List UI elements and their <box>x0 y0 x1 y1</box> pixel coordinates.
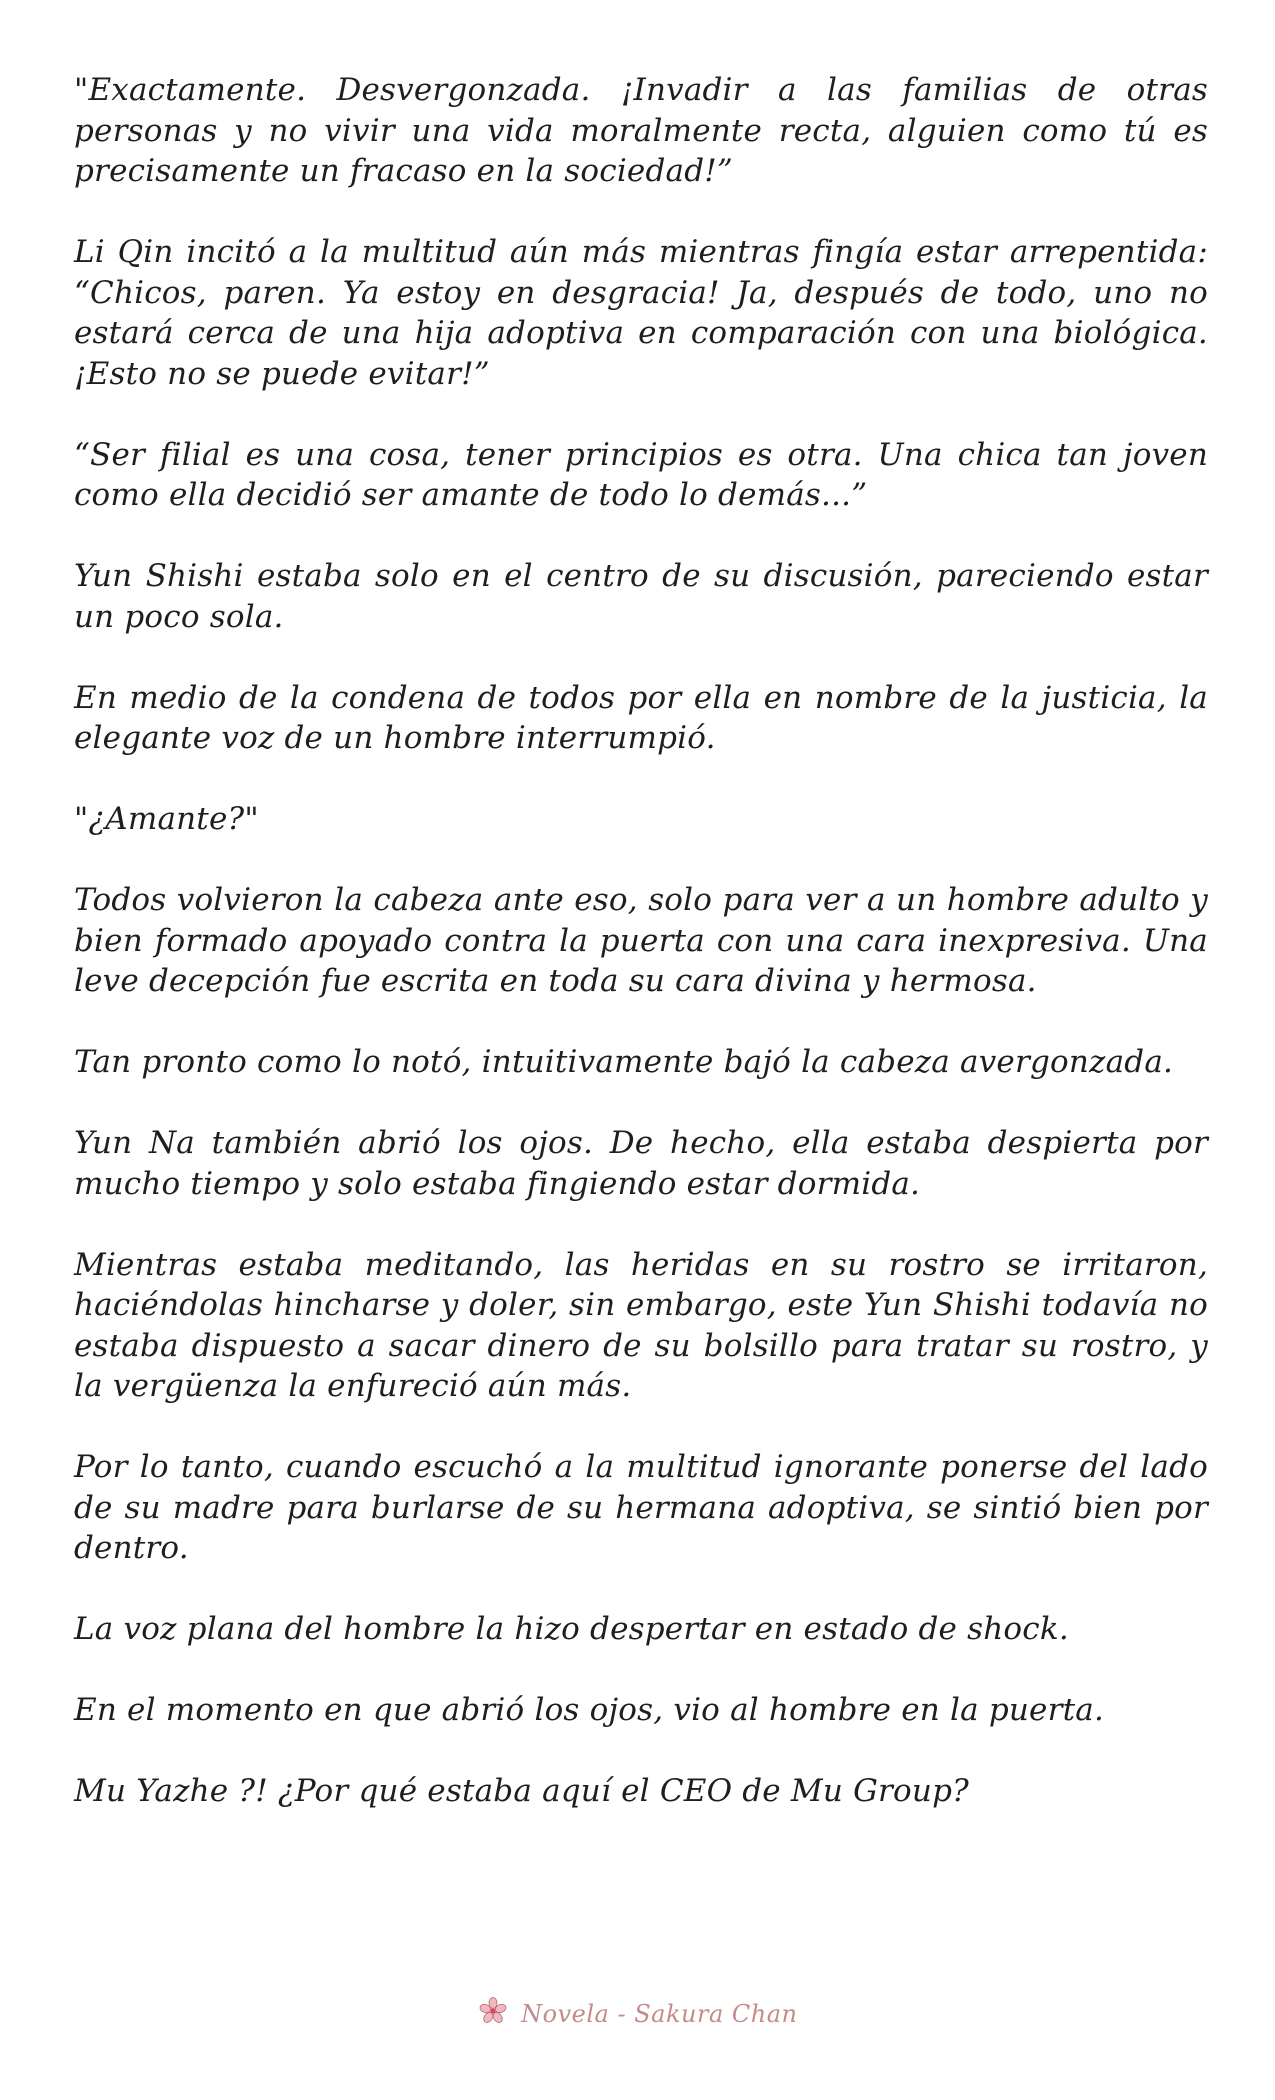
paragraph: Todos volvieron la cabeza ante eso, solo para ver a un hombre adulto y bien formado apoyado contra la puerta con una cara inexpresiva. Una leve decepción fue escrita en toda su cara divina y hermosa. <box>74 882 1208 999</box>
watermark <box>0 1996 1275 2032</box>
sakura-flower-icon <box>478 1996 508 2032</box>
paragraph: Tan pronto como lo notó, intuitivamente bajó la cabeza avergonzada. <box>74 1044 1174 1080</box>
paragraph: "Exactamente. Desvergonzada. ¡Invadir a las familias de otras personas y no vivir una vida moralmente recta, alguien como tú es precisamente un fracaso en la sociedad!” <box>74 72 1208 189</box>
paragraph: “Ser filial es una cosa, tener principios es otra. Una chica tan joven como ella decidió ser amante de todo lo demás...” <box>74 436 1208 513</box>
paragraph: Yun Shishi estaba solo en el centro de su discusión, pareciendo estar un poco sola. <box>74 558 1208 635</box>
paragraph: En el momento en que abrió los ojos, vio al hombre en la puerta. <box>74 1692 1105 1728</box>
paragraph: Mientras estaba meditando, las heridas en su rostro se irritaron, haciéndolas hincharse y doler, sin embargo, este Yun Shishi todavía no estaba dispuesto a sacar dinero de su bolsillo para tratar su rostro, y la vergüenza la enfureció aún más. <box>74 1246 1208 1404</box>
paragraph: La voz plana del hombre la hizo despertar en estado de shock. <box>74 1611 1069 1647</box>
document-body <box>74 70 1208 1852</box>
paragraph: En medio de la condena de todos por ella en nombre de la justicia, la elegante voz de un hombre interrumpió. <box>74 679 1208 756</box>
watermark-text: Novela - Sakura Chan <box>521 2000 798 2028</box>
paragraph: Li Qin incitó a la multitud aún más mientras fingía estar arrepentida: “Chicos, paren. Ya estoy en desgracia! Ja, después de todo, uno no estará cerca de una hija adoptiva en comparación con una biológica. ¡Esto no se puede evitar!” <box>74 234 1208 392</box>
paragraph: Por lo tanto, cuando escuchó a la multitud ignorante ponerse del lado de su madre para burlarse de su hermana adoptiva, se sintió bien por dentro. <box>74 1449 1208 1566</box>
paragraph: Yun Na también abrió los ojos. De hecho, ella estaba despierta por mucho tiempo y solo estaba fingiendo estar dormida. <box>74 1125 1208 1202</box>
paragraph: Mu Yazhe ?! ¿Por qué estaba aquí el CEO de Mu Group? <box>74 1773 969 1809</box>
paragraph: "¿Amante?" <box>74 801 259 837</box>
